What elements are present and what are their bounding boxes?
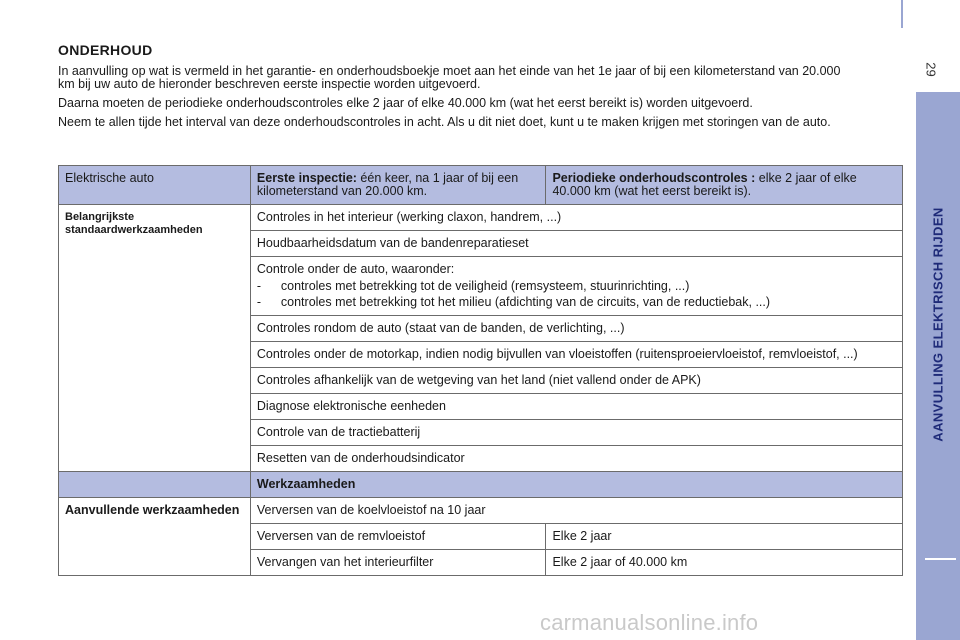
watermark-text: carmanualsonline.info bbox=[540, 610, 759, 635]
first-inspection-label: Eerste inspectie: bbox=[256, 171, 357, 185]
intro-paragraph: Neem te allen tijde het interval van deze onderhoudscontroles in acht. Als u dit niet doet, kunt u te maken krijgen met storingen van de auto. bbox=[58, 115, 831, 129]
table-subheader-row bbox=[59, 472, 903, 498]
bullet-item: - controles met betrekking tot de veiligheid (remsysteem, stuurinrichting, ...) bbox=[257, 280, 896, 293]
table-header-row bbox=[59, 166, 903, 205]
first-inspection-text: één keer, na 1 jaar of bij een kilometerstand van 20.000 km. bbox=[256, 171, 519, 198]
header-first-inspection-cell bbox=[250, 166, 546, 205]
page-heading: ONDERHOUD bbox=[58, 42, 153, 58]
top-divider bbox=[901, 0, 903, 28]
side-divider bbox=[925, 558, 956, 560]
table-cell: Resetten van de onderhoudsindicator bbox=[250, 446, 902, 472]
periodic-text: elke 2 jaar of elke 40.000 km (wat het eerst bereikt is). bbox=[552, 171, 857, 198]
standard-work-group-label: Belangrijkste standaardwerkzaamheden bbox=[59, 205, 251, 472]
interval-cell: Elke 2 jaar of 40.000 km bbox=[546, 550, 903, 576]
table-cell: Houdbaarheidsdatum van de bandenreparatieset bbox=[250, 231, 902, 257]
table-cell: Verversen van de koelvloeistof na 10 jaar bbox=[250, 498, 902, 524]
underbody-check-cell bbox=[250, 257, 902, 316]
underbody-check-title: Controle onder de auto, waaronder: bbox=[256, 262, 455, 276]
table-row bbox=[59, 498, 903, 524]
maintenance-table bbox=[58, 165, 903, 576]
table-cell: Diagnose elektronische eenheden bbox=[250, 394, 902, 420]
header-periodic-cell bbox=[546, 166, 903, 205]
table-cell: Controles in het interieur (werking claxon, handrem, ...) bbox=[250, 205, 902, 231]
interval-cell: Elke 2 jaar bbox=[546, 524, 903, 550]
subheader-empty-cell bbox=[59, 472, 251, 498]
bullet-item: - controles met betrekking tot het milieu (afdichting van de circuits, van de reductiebak, ...) bbox=[257, 296, 896, 309]
section-title bbox=[916, 92, 960, 557]
intro-paragraph: In aanvulling op wat is vermeld in het garantie- en onderhoudsboekje moet aan het einde van het 1e jaar of bij een kilometerstand van 20.000 km bij uw auto de hieronder beschreven eerste inspectie worden uitgevoerd. bbox=[58, 64, 841, 91]
periodic-label: Periodieke onderhoudscontroles : bbox=[552, 171, 756, 185]
section-title-text: AANVULLING ELEKTRISCH RIJDEN bbox=[930, 207, 946, 442]
page-number: 29 bbox=[923, 62, 939, 77]
header-vehicle-cell: Elektrische auto bbox=[59, 166, 251, 205]
intro-text bbox=[58, 65, 858, 135]
table-cell: Controles onder de motorkap, indien nodig bijvullen van vloeistoffen (ruitensproeiervloeistof, remvloeistof, ...) bbox=[250, 342, 902, 368]
additional-work-group-label: Aanvullende werkzaamheden bbox=[59, 498, 251, 576]
task-cell: Verversen van de remvloeistof bbox=[250, 524, 546, 550]
table-cell: Controle van de tractiebatterij bbox=[250, 420, 902, 446]
intro-paragraph: Daarna moeten de periodieke onderhoudscontroles elke 2 jaar of elke 40.000 km (wat het eerst bereikt is) worden uitgevoerd. bbox=[58, 96, 753, 110]
subheader-cell: Werkzaamheden bbox=[250, 472, 902, 498]
table-cell: Controles rondom de auto (staat van de banden, de verlichting, ...) bbox=[250, 316, 902, 342]
task-cell: Vervangen van het interieurfilter bbox=[250, 550, 546, 576]
table-row bbox=[59, 205, 903, 231]
table-cell: Controles afhankelijk van de wetgeving van het land (niet vallend onder de APK) bbox=[250, 368, 902, 394]
underbody-bullet-list bbox=[257, 280, 896, 309]
